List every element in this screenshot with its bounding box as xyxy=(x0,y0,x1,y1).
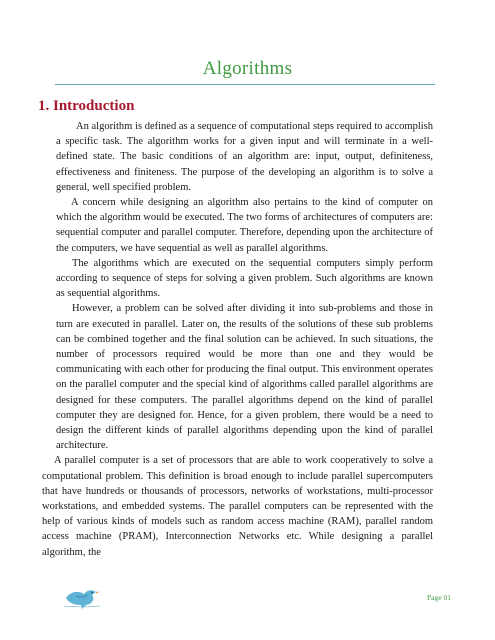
page-number: Page 01 xyxy=(427,593,451,602)
paragraph: A parallel computer is a set of processors that are able to work cooperatively to solve a computational problem. This definition is broad enough to include parallel supercomputers that have hundreds or thousands of processors, networks of workstations, multi-processor workstations, and embedded systems. The parallel computers can be represented with the help of various kinds of models such as random access machine (RAM), parallel random access machine (PRAM), Interconnection Networks etc. While designing a parallel algorithm, the xyxy=(42,455,433,558)
page-title: Algorithms xyxy=(202,58,293,79)
bird-icon xyxy=(62,584,102,612)
body-text xyxy=(42,119,433,560)
section-heading: 1. Introduction xyxy=(38,98,135,114)
paragraph: The algorithms which are executed on the sequential computers simply perform according to sequence of steps for solving a given problem. Such algorithms are known as sequential algorithms. xyxy=(56,257,433,300)
paragraph: A concern while designing an algorithm also pertains to the kind of computer on which the algorithm would be executed. The two forms of architectures of computers are: sequential computer and parallel computer. Therefore, depending upon the architecture of the computers, we have sequential as well as parallel algorithms. xyxy=(56,197,433,254)
paragraph: An algorithm is defined as a sequence of computational steps required to accomplish a specific task. The algorithm works for a given input and will terminate in a well-defined state. The basic conditions of an algorithm are: input, output, definiteness, effectiveness and finiteness. The purpose of the developing an algorithm is to solve a general, well specified problem. xyxy=(56,121,433,193)
title-divider xyxy=(55,84,435,85)
paragraph: However, a problem can be solved after dividing it into sub-problems and those in turn are executed in parallel. Later on, the results of the solutions of these sub problems can be combined together and the final solution can be achieved. In such situations, the number of processors required would be more than one and they would be communicating with each other for producing the final output. This environment operates on the parallel computer and the special kind of algorithms called parallel algorithms are designed for these computers. The parallel algorithms depend on the kind of parallel computer they are designed for. Hence, for a given problem, there would be a need to design the different kinds of parallel algorithms depending upon the kind of parallel architecture. xyxy=(56,303,433,452)
